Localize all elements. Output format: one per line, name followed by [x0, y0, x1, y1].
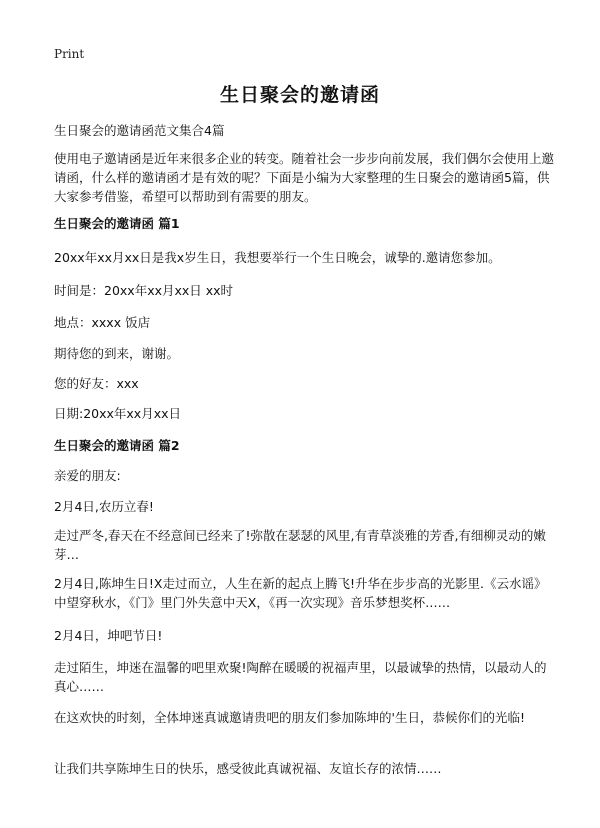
section2-paragraph-4: 2月4日,陈坤生日!X走过而立，人生在新的起点上腾飞!升华在步步高的光影里.《云水谣》中望穿秋水，《门》里门外失意中天X，《再一次实现》音乐梦想奖杯…… [54, 576, 547, 610]
section1-heading: 生日聚会的邀请函 篇1 [54, 216, 180, 231]
section1-paragraph-4: 期待您的到来，谢谢。 [54, 346, 180, 361]
intro-paragraph: 使用电子邀请函是近年来很多企业的转变。随着社会一步步向前发展，我们偶尔会使用上邀请函，什么样的邀请函才是有效的呢？下面是小编为大家整理的生日聚会的邀请函5篇，供大家参考借鉴，希望可以帮助到有需要的朋友。 [54, 151, 555, 204]
section2-paragraph-5: 2月4日，坤吧节日! [54, 628, 163, 643]
section1-paragraph-3: 地点：xxxx 饭店 [54, 315, 151, 330]
print-label: Print [54, 47, 85, 61]
section2-paragraph-8: 让我们共享陈坤生日的快乐，感受彼此真诚祝福、友谊长存的浓情…… [54, 761, 442, 776]
section2-paragraph-1: 亲爱的朋友: [54, 468, 121, 483]
section2-paragraph-6: 走过陌生，坤迷在温馨的吧里欢聚!陶醉在暖暖的祝福声里，以最诚挚的热情，以最动人的真心…… [54, 660, 547, 694]
section1-paragraph-5: 您的好友：xxx [54, 376, 139, 391]
document-subtitle: 生日聚会的邀请函范文集合4篇 [54, 123, 225, 138]
section1-paragraph-1: 20xx年xx月xx日是我x岁生日，我想要举行一个生日晚会，诚挚的.邀请您参加。 [54, 250, 501, 265]
section2-paragraph-7: 在这欢快的时刻，全体坤迷真诚邀请贵吧的朋友们参加陈坤的'生日，恭候你们的光临! [54, 710, 525, 725]
section2-paragraph-3: 走过严冬,春天在不经意间已经来了!弥散在瑟瑟的风里,有青草淡雅的芳香,有细柳灵动的嫩芽… [54, 528, 546, 562]
section1-paragraph-6: 日期:20xx年xx月xx日 [54, 406, 182, 421]
section2-heading: 生日聚会的邀请函 篇2 [54, 438, 180, 453]
section2-paragraph-2: 2月4日,农历立春! [54, 499, 154, 514]
page-title: 生日聚会的邀请函 [219, 84, 380, 106]
section1-paragraph-2: 时间是：20xx年xx月xx日 xx时 [54, 283, 234, 298]
